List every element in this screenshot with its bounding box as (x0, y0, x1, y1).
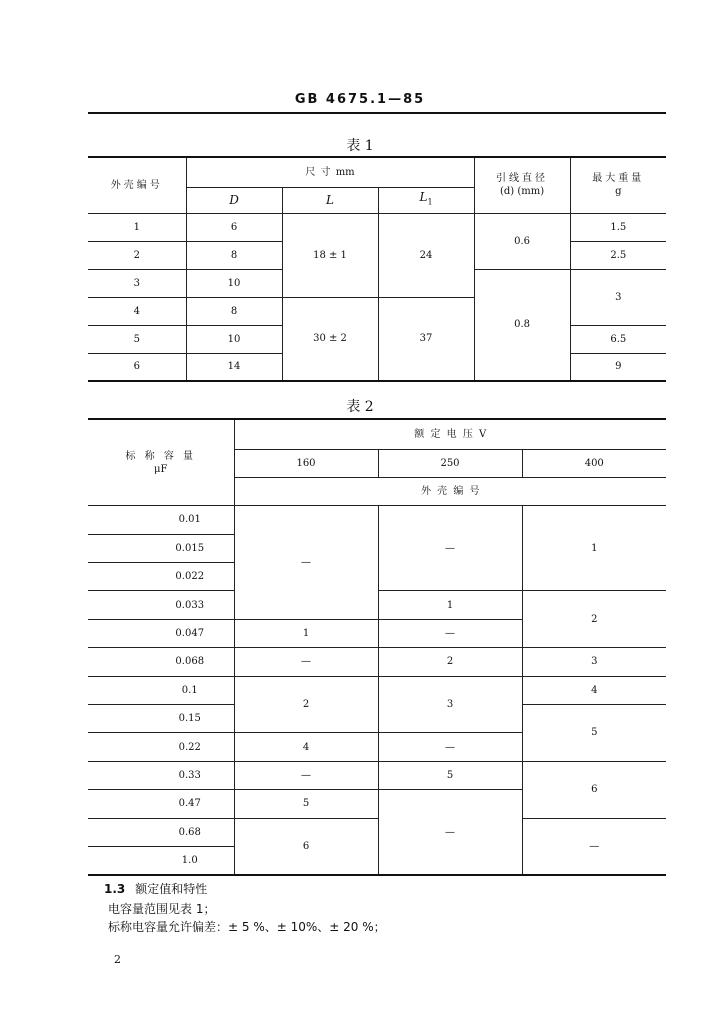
t2-v160-cell: 1 (234, 619, 378, 647)
section-text-line: 标称电容量允许偏差：± 5 %、± 10%、± 20 %； (108, 920, 386, 934)
t2-v400-cell: 2 (522, 591, 666, 648)
t2-v160-cell: 4 (234, 733, 378, 761)
t2-v160-cell: 6 (234, 818, 378, 875)
t2-capacitance-cell: 0.15 (88, 705, 234, 733)
t2-v250-cell: — (378, 619, 522, 647)
table1-caption: 表 1 (346, 138, 374, 154)
header-rule (88, 112, 666, 114)
t1-case-cell: 6 (88, 353, 186, 381)
t2-capacitance-cell: 0.01 (88, 506, 234, 534)
t1-header-L: L (282, 187, 378, 213)
t2-header-capacitance (88, 419, 234, 506)
t2-capacitance-cell: 0.015 (88, 534, 234, 562)
t2-capacitance-cell: 0.068 (88, 648, 234, 676)
t1-header-lead-line2: (d) (mm) (499, 186, 545, 198)
table2-caption: 表 2 (346, 399, 374, 415)
t1-case-cell: 5 (88, 325, 186, 353)
t2-capacitance-cell: 1.0 (88, 846, 234, 874)
t1-header-lead-line1: 引线直径 (496, 173, 549, 185)
t2-v250-cell: 2 (378, 648, 522, 676)
t1-case-cell: 1 (88, 213, 186, 241)
t1-header-L1: $L_1$ (378, 187, 474, 213)
t1-D-cell: 10 (186, 325, 282, 353)
t1-lead-cell: 0.8 (474, 269, 570, 381)
t1-header-lead (474, 157, 570, 213)
t2-header-voltage: 额 定 电 压 V (234, 419, 666, 449)
t1-header-D: D (186, 187, 282, 213)
table1 (88, 156, 666, 382)
t1-L-cell: 30 ± 2 (282, 297, 378, 381)
t1-D-cell: 6 (186, 213, 282, 241)
t1-header-case: 外壳编号 (88, 157, 186, 213)
t1-L1-cell: 24 (378, 213, 474, 297)
t1-header-weight-line1: 最大重量 (592, 173, 645, 185)
t2-header-v400: 400 (522, 449, 666, 477)
t1-case-cell: 2 (88, 241, 186, 269)
t1-L-cell: 18 ± 1 (282, 213, 378, 297)
t2-v250-cell: — (378, 790, 522, 875)
t2-v400-cell: — (522, 818, 666, 875)
t1-weight-cell: 9 (570, 353, 666, 381)
t2-v160-cell: 5 (234, 790, 378, 818)
t1-lead-cell: 0.6 (474, 213, 570, 269)
t2-v160-cell: 2 (234, 676, 378, 733)
t2-header-v250: 250 (378, 449, 522, 477)
document-header: GB 4675.1—85 (294, 92, 426, 107)
t2-capacitance-cell: 0.1 (88, 676, 234, 704)
t2-v250-cell: 5 (378, 761, 522, 789)
t2-v160-cell: — (234, 761, 378, 789)
t2-v250-cell: 3 (378, 676, 522, 733)
t1-weight-cell: 1.5 (570, 213, 666, 241)
t2-v400-cell: 6 (522, 761, 666, 818)
t2-capacitance-cell: 0.47 (88, 790, 234, 818)
t1-D-cell: 10 (186, 269, 282, 297)
t1-header-weight-line2: g (615, 186, 622, 198)
section-title: 额定值和特性 (135, 882, 208, 896)
t2-v250-cell: — (378, 506, 522, 591)
t2-capacitance-cell: 0.033 (88, 591, 234, 619)
t1-D-cell: 8 (186, 241, 282, 269)
t2-v160-cell: — (234, 648, 378, 676)
t2-capacitance-cell: 0.047 (88, 619, 234, 647)
table2 (88, 418, 666, 876)
t2-v400-cell: 5 (522, 705, 666, 762)
t2-v250-cell: 1 (378, 591, 522, 619)
t2-v400-cell: 4 (522, 676, 666, 704)
t1-weight-cell: 3 (570, 269, 666, 325)
t2-capacitance-cell: 0.22 (88, 733, 234, 761)
t2-v250-cell: — (378, 733, 522, 761)
t2-capacitance-cell: 0.022 (88, 563, 234, 591)
t1-header-weight (570, 157, 666, 213)
t2-capacitance-cell: 0.68 (88, 818, 234, 846)
t2-header-case: 外 壳 编 号 (234, 477, 666, 505)
t2-v160-cell: — (234, 506, 378, 620)
t2-v400-cell: 3 (522, 648, 666, 676)
t1-case-cell: 4 (88, 297, 186, 325)
t2-v400-cell: 1 (522, 506, 666, 591)
section-text-line: 电容量范围见表 1； (108, 902, 216, 916)
t1-D-cell: 8 (186, 297, 282, 325)
t2-capacitance-cell: 0.33 (88, 761, 234, 789)
t2-header-capacitance-line2: μF (154, 463, 168, 475)
t1-D-cell: 14 (186, 353, 282, 381)
page-number: 2 (114, 953, 121, 966)
t2-header-v160: 160 (234, 449, 378, 477)
t1-case-cell: 3 (88, 269, 186, 297)
t1-weight-cell: 2.5 (570, 241, 666, 269)
t1-header-size: 尺 寸 mm (186, 157, 474, 187)
section-number: 1.3 (104, 882, 126, 896)
t2-header-capacitance-line1: 标 称 容 量 (125, 450, 197, 462)
section-heading (104, 880, 207, 897)
t1-L1-cell: 37 (378, 297, 474, 381)
t1-weight-cell: 6.5 (570, 325, 666, 353)
